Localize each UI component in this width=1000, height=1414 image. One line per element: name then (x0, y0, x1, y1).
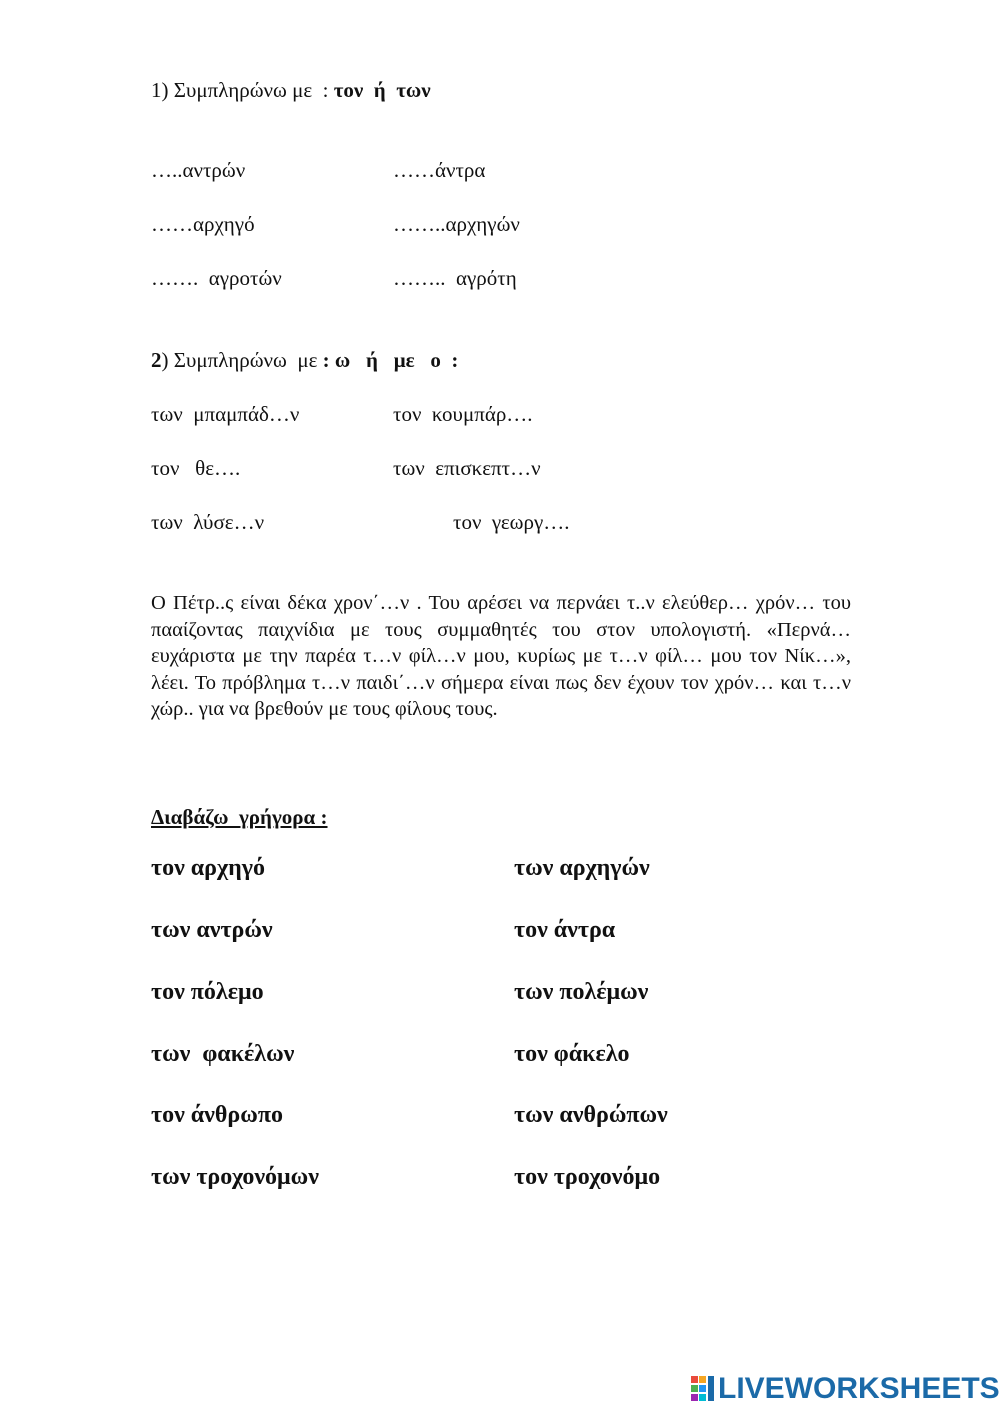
exercise-2-number: 2 (151, 348, 162, 372)
exercise-1-item[interactable]: ……..αρχηγών (393, 212, 520, 236)
reading-word: τον τροχονόμο (514, 1164, 661, 1190)
exercise-1-options: τον ή των (333, 78, 431, 102)
exercise-2-item[interactable]: τον θε…. (151, 456, 241, 480)
exercise-2-item[interactable]: των μπαμπάδ…ν (151, 402, 300, 426)
exercise-2-item[interactable]: των λύσε…ν (151, 510, 265, 534)
liveworksheets-mark-icon (691, 1376, 715, 1402)
exercise-2-options: : ω ή με ο : (317, 348, 459, 372)
exercise-2-item[interactable]: τον κουμπάρ…. (393, 402, 533, 426)
exercise-1-item[interactable]: ……αρχηγό (151, 212, 255, 236)
exercise-1-item[interactable]: …..αντρών (151, 158, 246, 182)
paragraph-line: σήμερα είναι πως δεν έχουν τον χρόν… και τ…ν χώρ.. για να βρεθούν με (151, 671, 851, 721)
paragraph-line: χρόν… του πααίζοντας παιχνίδια με τους συμμαθητές του στον (151, 592, 851, 641)
exercise-2-number-suffix: ) (161, 348, 169, 372)
exercise-1-heading (151, 78, 431, 103)
exercise-1-item[interactable]: ……. αγροτών (151, 266, 282, 290)
reading-word: των αντρών (151, 917, 273, 943)
exercise-1-item[interactable]: …….. αγρότη (393, 266, 517, 290)
exercise-2-instruction: Συμπληρώνω με (173, 348, 318, 372)
exercise-1-number: 1) (151, 78, 169, 102)
reading-word: τον αρχηγό (151, 855, 265, 881)
reading-word: των ανθρώπων (514, 1102, 668, 1128)
exercise-2-item[interactable]: των επισκεπτ…ν (393, 456, 541, 480)
reading-word: τον άνθρωπο (151, 1102, 283, 1128)
exercise-2-item[interactable]: τον γεωργ…. (453, 510, 570, 534)
paragraph-line: υπολογιστή. «Περνά… ευχάριστα με την παρέα τ…ν φίλ…ν μου, κυρίως (151, 618, 851, 668)
exercise-1-instruction: Συμπληρώνω με : (173, 78, 329, 102)
liveworksheets-logo-text: LIVEWORKSHEETS (718, 1372, 1000, 1405)
exercise-2-heading (151, 348, 458, 373)
paragraph-line: με τ…ν φίλ… μου τον Νίκ…», λέει. Το πρόβλημα τ…ν παιδι΄…ν (151, 645, 851, 694)
reading-section-title: Διαβάζω γρήγορα : (151, 805, 328, 829)
exercise-1-item[interactable]: ……άντρα (393, 158, 486, 182)
reading-word: των φακέλων (151, 1041, 295, 1067)
reading-word: των πολέμων (514, 979, 649, 1005)
reading-word: τον πόλεμο (151, 979, 264, 1005)
fill-in-paragraph[interactable] (151, 590, 851, 723)
paragraph-line: τους φίλους τους. (352, 698, 498, 721)
reading-word: τον φάκελο (514, 1041, 630, 1067)
paragraph-line: Ο Πέτρ..ς είναι δέκα χρον΄…ν . Του αρέσει να περνάει τ..ν ελεύθερ… (151, 592, 749, 614)
reading-word: των τροχονόμων (151, 1164, 319, 1190)
liveworksheets-logo (691, 1372, 1000, 1406)
reading-word: των αρχηγών (514, 855, 650, 881)
reading-word: τον άντρα (514, 917, 616, 943)
